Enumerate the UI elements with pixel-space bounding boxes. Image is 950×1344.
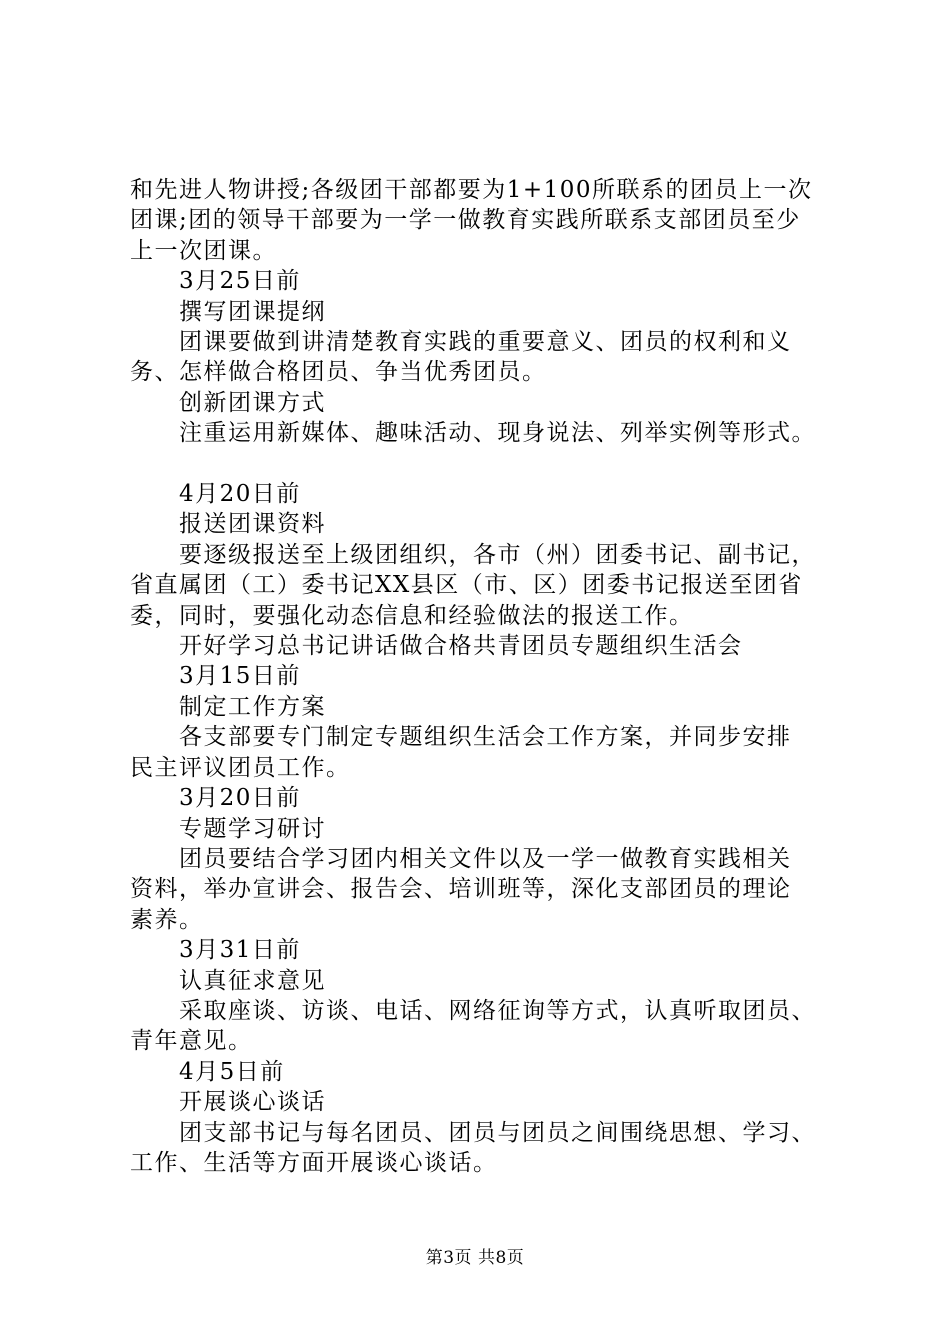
text-line: 注重运用新媒体、趣味活动、现身说法、列举实例等形式。 bbox=[130, 420, 816, 447]
section-heading: 专题学习研讨 bbox=[130, 815, 326, 842]
date-heading: 3月15日前 bbox=[130, 663, 301, 690]
text-line: 务、怎样做合格团员、争当优秀团员。 bbox=[130, 359, 547, 386]
section-heading: 撰写团课提纲 bbox=[130, 298, 326, 325]
date-heading: 4月5日前 bbox=[130, 1058, 285, 1085]
text-line: 和先进人物讲授;各级团干部都要为1+100所联系的团员上一次 bbox=[130, 177, 813, 203]
date-heading: 3月31日前 bbox=[130, 937, 301, 964]
page-footer: 第3页 共8页 bbox=[425, 1248, 525, 1268]
document-body bbox=[130, 175, 850, 1178]
date-heading: 3月25日前 bbox=[130, 268, 301, 295]
section-heading: 报送团课资料 bbox=[130, 511, 326, 538]
section-heading: 创新团课方式 bbox=[130, 389, 326, 416]
text-line: 上一次团课。 bbox=[130, 237, 277, 264]
text-line: 要逐级报送至上级团组织，各市（州）团委书记、副书记， bbox=[130, 541, 816, 568]
text-line: 省直属团（工）委书记XX县区（市、区）团委书记报送至团省 bbox=[130, 572, 803, 599]
section-heading: 认真征求意见 bbox=[130, 967, 326, 994]
text-line: 工作、生活等方面开展谈心谈话。 bbox=[130, 1149, 498, 1176]
section-heading: 制定工作方案 bbox=[130, 693, 326, 720]
blank-line bbox=[130, 449, 850, 479]
text-line: 民主评议团员工作。 bbox=[130, 754, 351, 781]
text-line: 青年意见。 bbox=[130, 1028, 253, 1055]
text-line: 资料，举办宣讲会、报告会、培训班等，深化支部团员的理论 bbox=[130, 876, 792, 903]
text-line: 各支部要专门制定专题组织生活会工作方案，并同步安排 bbox=[130, 724, 792, 751]
text-line: 团课;团的领导干部要为一学一做教育实践所联系支部团员至少 bbox=[130, 207, 801, 234]
text-line: 团员要结合学习团内相关文件以及一学一做教育实践相关 bbox=[130, 845, 792, 872]
text-line: 团课要做到讲清楚教育实践的重要意义、团员的权利和义 bbox=[130, 329, 792, 356]
date-heading: 3月20日前 bbox=[130, 785, 301, 812]
section-heading: 开好学习总书记讲话做合格共青团员专题组织生活会 bbox=[130, 633, 743, 660]
date-heading: 4月20日前 bbox=[130, 481, 301, 508]
text-line: 素养。 bbox=[130, 906, 204, 933]
text-line: 委，同时，要强化动态信息和经验做法的报送工作。 bbox=[130, 602, 694, 629]
section-heading: 开展谈心谈话 bbox=[130, 1089, 326, 1116]
text-line: 采取座谈、访谈、电话、网络征询等方式，认真听取团员、 bbox=[130, 997, 816, 1024]
text-line: 团支部书记与每名团员、团员与团员之间围绕思想、学习、 bbox=[130, 1119, 816, 1146]
